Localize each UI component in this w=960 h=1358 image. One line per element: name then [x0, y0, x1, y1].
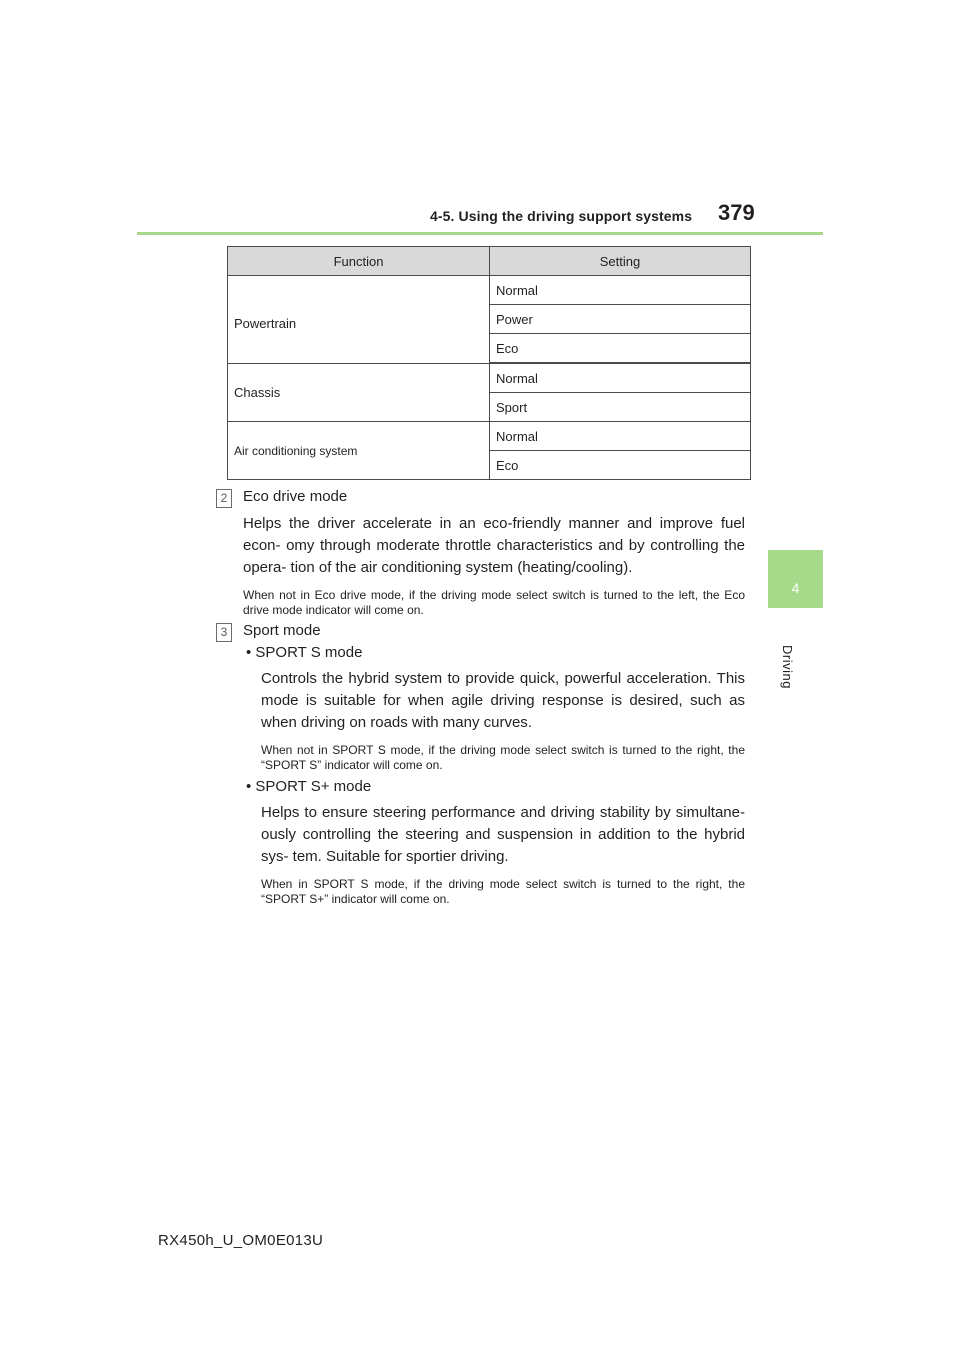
- setting-cell: Power: [490, 305, 751, 334]
- manual-code: RX450h_U_OM0E013U: [158, 1232, 324, 1249]
- table-row: [228, 422, 751, 451]
- item-number-badge: 2: [216, 489, 232, 508]
- setting-cell: Normal: [490, 422, 751, 451]
- setting-cell: Normal: [490, 364, 751, 393]
- chapter-label: Driving: [780, 645, 795, 689]
- sport-s-description: Controls the hybrid system to provide quick, powerful acceleration. This mode is suitable for when agile driving response is desired, such as when driving on roads with many curves.: [261, 670, 745, 731]
- function-header: Function: [228, 247, 490, 276]
- chapter-tab: [768, 550, 823, 608]
- function-cell: Chassis: [228, 364, 490, 422]
- sport-s-plus-title: • SPORT S+ mode: [246, 778, 372, 795]
- sport-mode-title: Sport mode: [243, 622, 321, 639]
- eco-mode-title: Eco drive mode: [243, 488, 348, 505]
- header-divider: [137, 232, 823, 235]
- setting-cell: Eco: [490, 451, 751, 480]
- setting-header: Setting: [490, 247, 751, 276]
- setting-cell: Sport: [490, 393, 751, 422]
- function-cell: Powertrain: [228, 276, 490, 364]
- table-row: [228, 276, 751, 305]
- sport-s-plus-description: Helps to ensure steering performance and driving stability by simultane- ously controlling the steering and suspension in addition to the hybrid sys- tem. Suitable for sportier driving.: [261, 804, 745, 865]
- table-row: [228, 364, 751, 393]
- setting-cell: Eco: [490, 334, 751, 363]
- sport-s-plus-note: When in SPORT S mode, if the driving mode select switch is turned to the right, the “SPORT S+” indicator will come on.: [261, 877, 745, 906]
- item-number-badge: 3: [216, 623, 232, 642]
- eco-mode-note: When not in Eco drive mode, if the driving mode select switch is turned to the left, the Eco drive mode indicator will come on.: [243, 588, 745, 617]
- page-number: 379: [718, 200, 755, 225]
- function-cell: Air conditioning system: [228, 422, 490, 480]
- sport-s-note: When not in SPORT S mode, if the driving mode select switch is turned to the right, the “SPORT S” indicator will come on.: [261, 743, 745, 772]
- setting-cell: Normal: [490, 276, 751, 305]
- section-title: 4-5. Using the driving support systems: [430, 208, 693, 224]
- eco-mode-description: Helps the driver accelerate in an eco-friendly manner and improve fuel econ- omy through moderate throttle characteristics and by controlling the opera- tion of the air conditioning system (heating/cooling).: [243, 515, 745, 576]
- chapter-number: 4: [791, 580, 800, 596]
- sport-s-title: • SPORT S mode: [246, 644, 363, 661]
- drive-mode-settings-table: [227, 246, 751, 480]
- table-header-row: [228, 247, 751, 276]
